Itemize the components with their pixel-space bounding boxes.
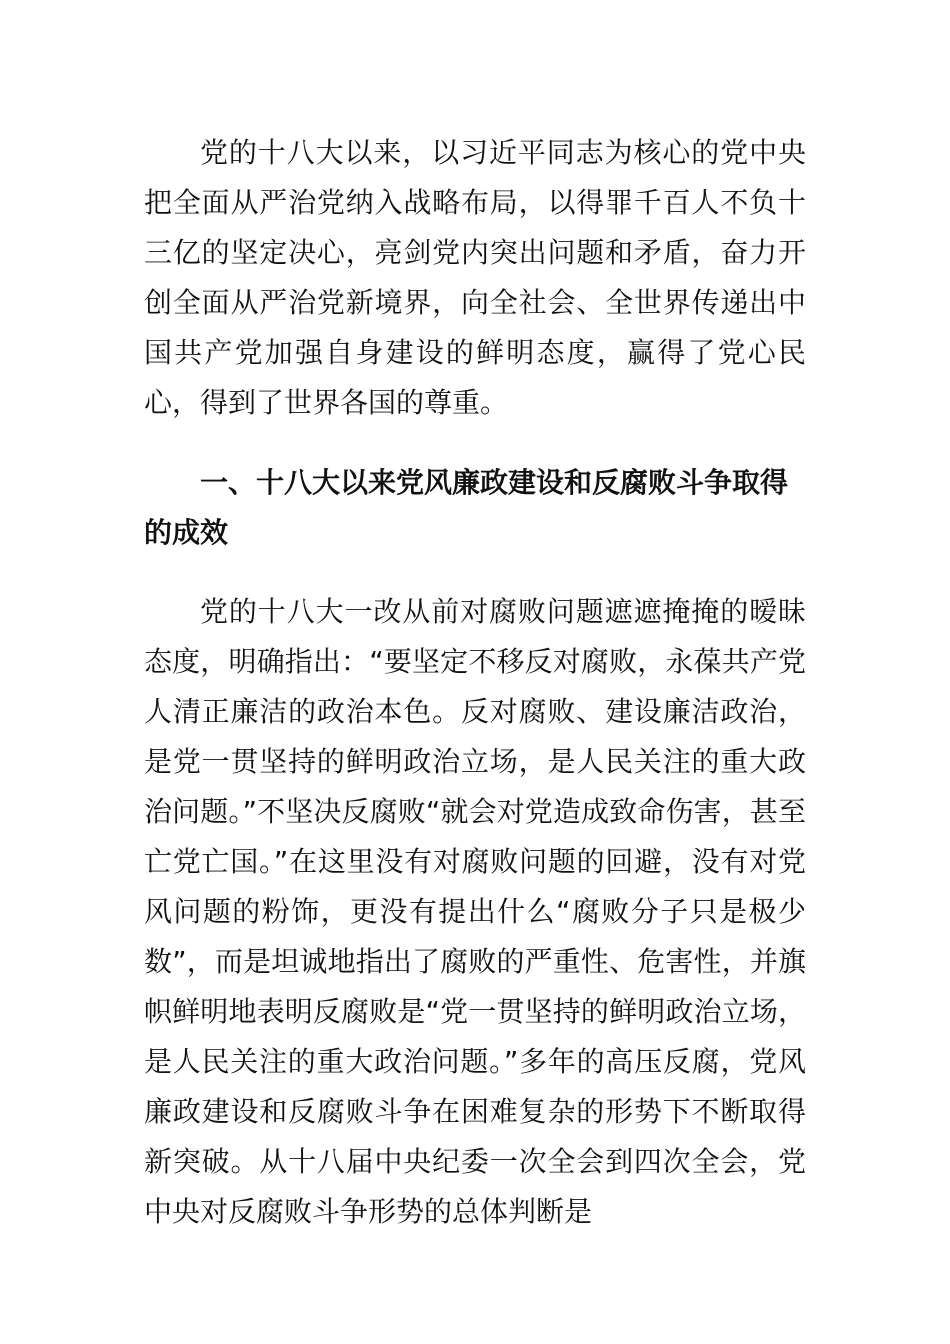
document-body [144,128,806,1237]
intro-paragraph: 党的十八大以来，以习近平同志为核心的党中央把全面从严治党纳入战略布局，以得罪千百人不负十三亿的坚定决心，亮剑党内突出问题和矛盾，奋力开创全面从严治党新境界，向全社会、全世界传递出中国共产党加强自身建设的鲜明态度，赢得了党心民心，得到了世界各国的尊重。 [144,136,806,419]
section-heading: 一、十八大以来党风廉政建设和反腐败斗争取得的成效 [144,466,789,549]
section-paragraph: 党的十八大一改从前对腐败问题遮遮掩掩的暧昧态度，明确指出：“要坚定不移反对腐败，永葆共产党人清正廉洁的政治本色。反对腐败、建设廉洁政治，是党一贯坚持的鲜明政治立场，是人民关注的重大政治问题。”不坚决反腐败“就会对党造成致命伤害，甚至亡党亡国。”在这里没有对腐败问题的回避，没有对党风问题的粉饰，更没有提出什么“腐败分子只是极少数”，而是坦诚地指出了腐败的严重性、危害性，并旗帜鲜明地表明反腐败是“党一贯坚持的鲜明政治立场，是人民关注的重大政治问题。”多年的高压反腐，党风廉政建设和反腐败斗争在困难复杂的形势下不断取得新突破。从十八届中央纪委一次全会到四次全会，党中央对反腐败斗争形势的总体判断是 [144,595,806,1228]
